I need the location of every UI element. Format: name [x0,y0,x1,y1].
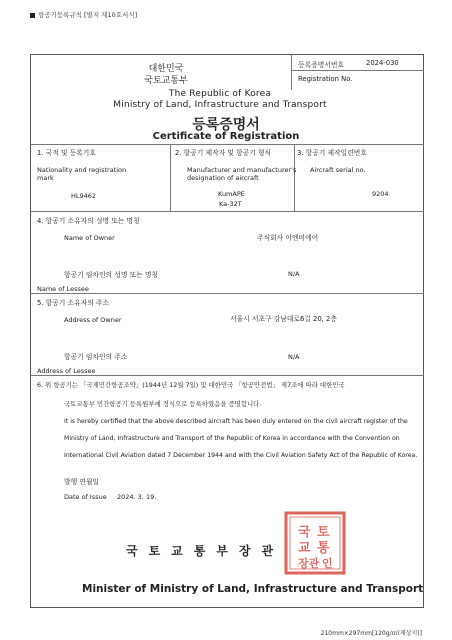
lessee-name-value: N/A [288,270,300,278]
manufacturer-label-en-1: Manufacturer and manufacturer's [187,166,297,174]
serial-label-kr: 3. 항공기 제작일련번호 [297,149,367,157]
minister-title-en: Minister of Ministry of Land, Infrastructure and Transport [82,583,424,595]
owner-name-label-kr: 4. 항공기 소유자의 성명 또는 명칭 [37,217,140,225]
certification-text-en-3: International Civil Aviation dated 7 December 1944 and with the Civil Aviation Safety Act of the Republic of Korea. [64,452,418,459]
square-bullet-icon [30,13,35,18]
registration-number-value: 2024-030 [366,59,399,67]
svg-text:통: 통 [317,541,330,556]
owner-name-value: 주식회사 이엔비에어 [257,234,319,242]
row1-col-divider-1 [170,144,171,211]
svg-text:토: 토 [317,525,330,540]
title-en: Certificate of Registration [152,131,300,142]
row1-bottom-line [30,211,424,212]
registration-number-label-kr: 등록증명서번호 [298,61,344,69]
owner-name-label-en: Name of Owner [64,234,115,242]
lessee-address-label-kr: 항공기 임차인의 주소 [64,353,128,361]
aircraft-type-value: Ka-32T [219,200,242,208]
nationality-value: HL9462 [71,192,97,200]
lessee-address-value: N/A [288,353,300,361]
manufacturer-value: KumAPE [218,190,245,198]
certification-text-kr-1: 6. 위 항공기는 「국제민간항공조약」(1944년 12월 7일) 및 대한민국 「항공안전법」 제7조에 따라 대한민국 [37,381,345,389]
lessee-address-label-en: Address of Lessee [37,367,96,375]
ministry-name-kr: 국토교통부 [144,76,188,86]
svg-text:인: 인 [322,557,333,570]
lessee-name-label-kr: 항공기 임차인의 성명 또는 명칭 [64,271,158,279]
svg-text:교: 교 [298,541,311,556]
certification-text-en-1: It is hereby certified that the above described aircraft has been duly entered on the civil aircraft register of the [64,418,408,425]
certification-text-en-2: Ministry of Land, Infrastructure and Transport of the Republic of Korea in accordance with the Convention on [64,435,400,442]
manufacturer-label-en-2: designation of aircraft [187,174,259,182]
nationality-label-kr: 1. 국적 및 등록기호 [37,149,96,157]
svg-text:국: 국 [298,525,311,540]
row1-col-divider-2 [294,144,295,211]
owner-address-label-en: Address of Owner [64,316,122,324]
certification-text-kr-2: 국토교통부 민간항공기 등록원부에 정식으로 등록하였음을 증명합니다. [64,400,262,408]
owner-address-label-kr: 5. 항공기 소유자의 주소 [37,299,110,307]
owner-address-value: 서울시 서초구 강남대로6길 20, 2층 [230,315,337,323]
serial-value: 9204 [372,190,389,198]
serial-label-en: Aircraft serial no. [310,166,366,174]
section5-bottom-line [30,375,424,376]
lessee-name-label-en: Name of Lessee [37,285,89,293]
issue-date-label-kr: 발행 연월일 [64,478,99,486]
form-note: 항공기등록규칙 [별지 제10호서식] [30,10,137,19]
section4-bottom-line [30,293,424,294]
ministry-name-en: Ministry of Land, Infrastructure and Transport [113,100,327,110]
official-seal-stamp [284,511,346,575]
issue-date-value: 2024. 3. 19. [117,493,157,501]
header-divider [291,54,292,90]
issue-date-label-en: Date of Issue [64,493,107,501]
nationality-label-en-1: Nationality and registration [37,166,127,174]
country-name-en: The Republic of Korea [168,89,272,99]
regno-divider [291,70,424,71]
title-kr: 등록증명서 [192,117,260,133]
minister-title-kr: 국토교통부장관 [126,544,285,558]
registration-number-label-en: Registration No. [298,75,353,83]
paper-size-note: 210mm×297mm[120g/㎡(재상지)] [320,630,422,637]
row1-top-line [30,144,424,145]
svg-text:장관: 장관 [298,557,320,570]
nationality-label-en-2: mark [37,174,54,182]
manufacturer-label-kr: 2. 항공기 제작자 및 항공기 형식 [175,149,272,157]
country-name-kr: 대한민국 [148,64,184,74]
